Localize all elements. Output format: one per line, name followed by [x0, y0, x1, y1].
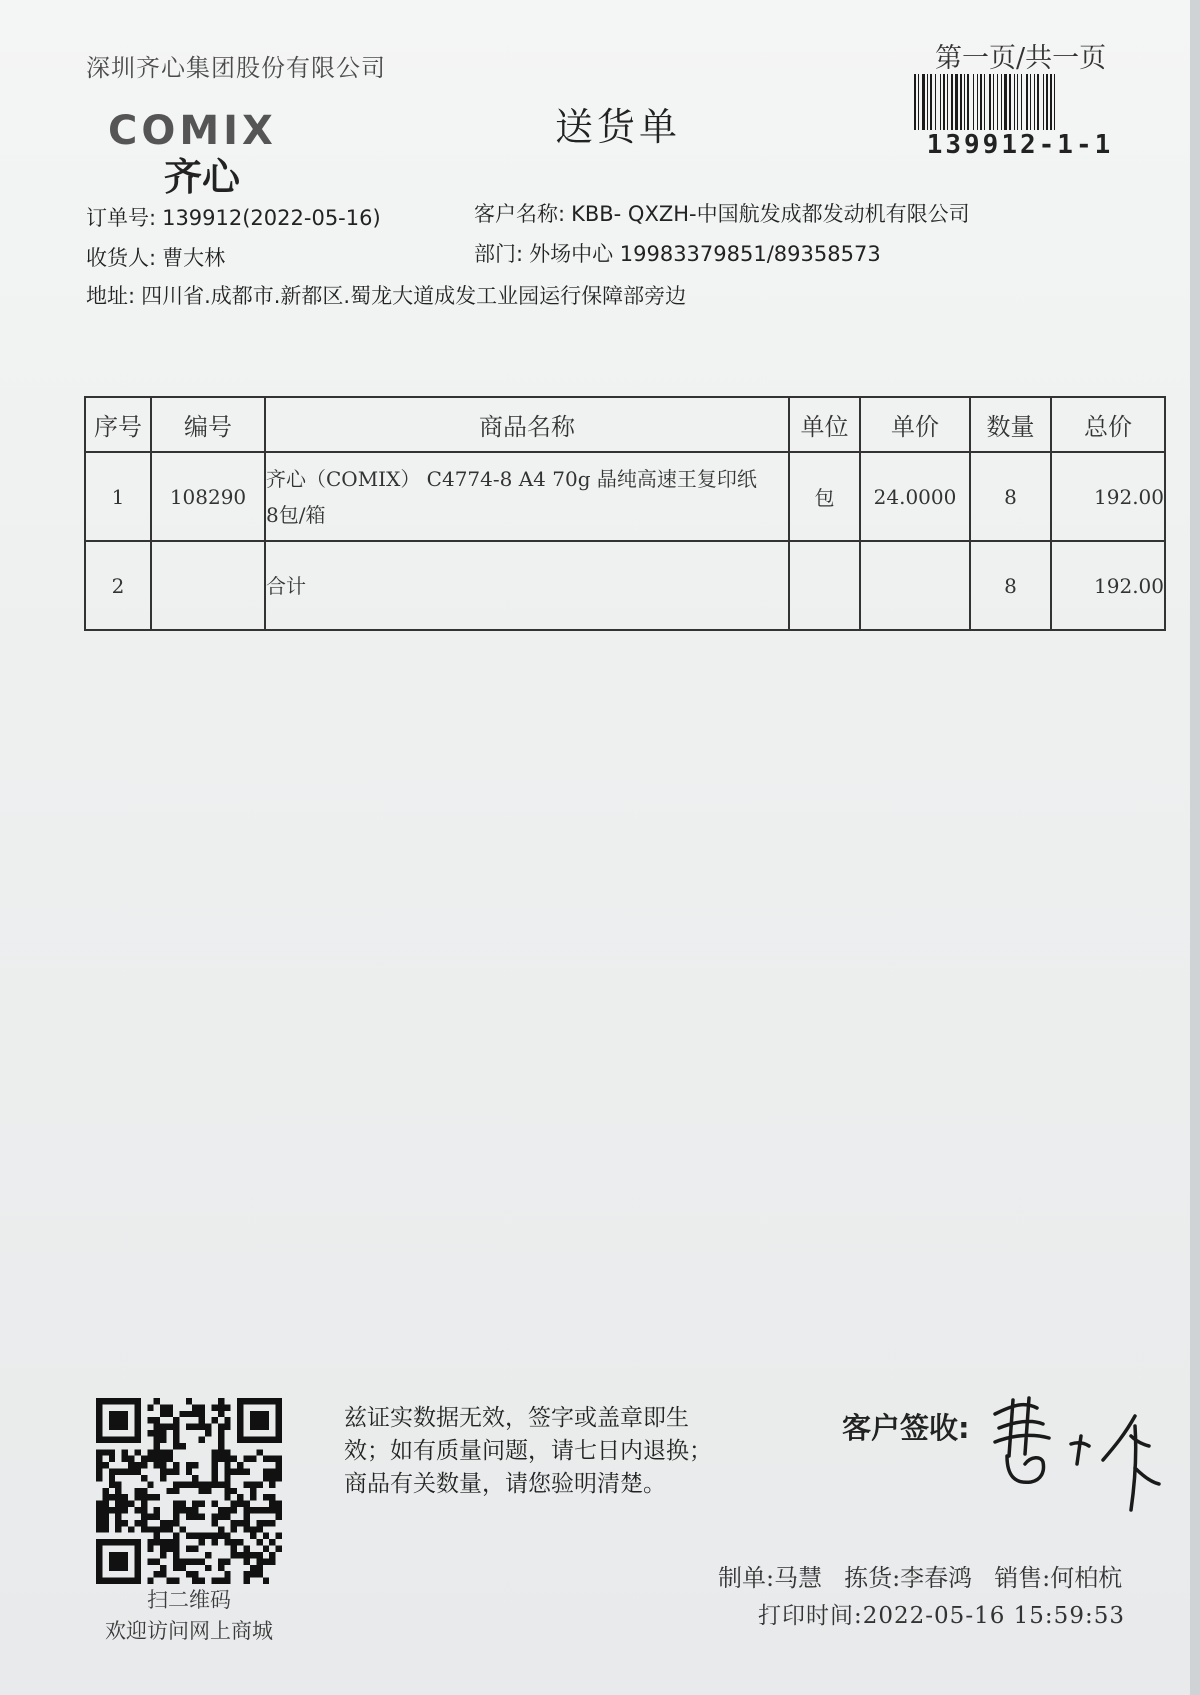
product-name-line2: 8包/箱 [266, 502, 326, 527]
table-row [85, 452, 1165, 541]
header-quantity: 数量 [970, 397, 1051, 452]
cell-unit [789, 541, 860, 630]
receiver-label: 收货人: [86, 246, 157, 270]
dept-label: 部门: [474, 242, 524, 266]
cell-code: 108290 [151, 452, 265, 541]
company-name: 深圳齐心集团股份有限公司 [86, 54, 386, 82]
cell-total: 192.00 [1051, 541, 1165, 630]
order-no-row [86, 202, 381, 232]
print-time: 打印时间:2022-05-16 15:59:53 [758, 1603, 1125, 1629]
cell-unit: 包 [789, 452, 860, 541]
goods-table [84, 396, 1166, 631]
barcode-number: 139912-1-1 [926, 130, 1114, 160]
cell-unit-price [860, 541, 970, 630]
header-code: 编号 [151, 397, 265, 452]
qr-caption-line2: 欢迎访问网上商城 [105, 1619, 273, 1643]
footer-staff [718, 1558, 1122, 1593]
comix-logo [108, 108, 340, 198]
table-row [85, 541, 1165, 630]
header-total: 总价 [1051, 397, 1165, 452]
header-unit: 单位 [789, 397, 860, 452]
notice-line: 效；如有质量问题，请七日内退换； [344, 1438, 712, 1464]
customer-value: KBB- QXZH-中国航发成都发动机有限公司 [571, 202, 970, 226]
maker: 制单:马慧 [718, 1564, 823, 1592]
notice-line: 商品有关数量，请您验明清楚。 [344, 1471, 666, 1497]
dept-value: 外场中心 19983379851/89358573 [529, 242, 881, 266]
product-name-line1: 合计 [266, 573, 306, 598]
customer-row [474, 198, 970, 228]
notice-text [344, 1402, 764, 1501]
cell-seq: 2 [85, 541, 151, 630]
handwritten-signature [985, 1386, 1165, 1516]
receiver-value: 曹大林 [162, 246, 226, 270]
address-label: 地址: [86, 284, 136, 308]
receiver-row [86, 242, 225, 272]
cell-quantity: 8 [970, 541, 1051, 630]
barcode [912, 74, 1128, 130]
qr-caption [84, 1585, 294, 1647]
cell-product-name [265, 452, 789, 541]
logo-cn: 齐心 [164, 155, 241, 198]
picker: 拣货:李春鸿 [844, 1564, 973, 1592]
logo-brand: COMIX [108, 108, 277, 154]
dept-row [474, 238, 881, 268]
address-row [86, 280, 686, 310]
header-unit-price: 单价 [860, 397, 970, 452]
cell-code [151, 541, 265, 630]
document-title: 送货单 [555, 105, 682, 149]
header-product-name: 商品名称 [265, 397, 789, 452]
sales: 销售:何柏杭 [994, 1564, 1123, 1592]
order-no-value: 139912(2022-05-16) [162, 206, 381, 230]
header-seq: 序号 [85, 397, 151, 452]
address-value: 四川省.成都市.新都区.蜀龙大道成发工业园运行保障部旁边 [141, 284, 687, 308]
product-name-line1: 齐心（COMIX） C4774-8 A4 70g 晶纯高速王复印纸 [266, 466, 757, 491]
cell-quantity: 8 [970, 452, 1051, 541]
table-header-row [85, 397, 1165, 452]
cell-total: 192.00 [1051, 452, 1165, 541]
customer-signature-label: 客户签收: [842, 1411, 970, 1445]
qr-caption-line1: 扫二维码 [147, 1588, 231, 1612]
cell-product-name [265, 541, 789, 630]
customer-label: 客户名称: [474, 202, 566, 226]
notice-line: 兹证实数据无效，签字或盖章即生 [344, 1405, 689, 1431]
cell-unit-price: 24.0000 [860, 452, 970, 541]
cell-seq: 1 [85, 452, 151, 541]
page-info: 第一页/共一页 [935, 43, 1107, 74]
qr-code[interactable] [96, 1398, 282, 1584]
order-no-label: 订单号: [86, 206, 157, 230]
